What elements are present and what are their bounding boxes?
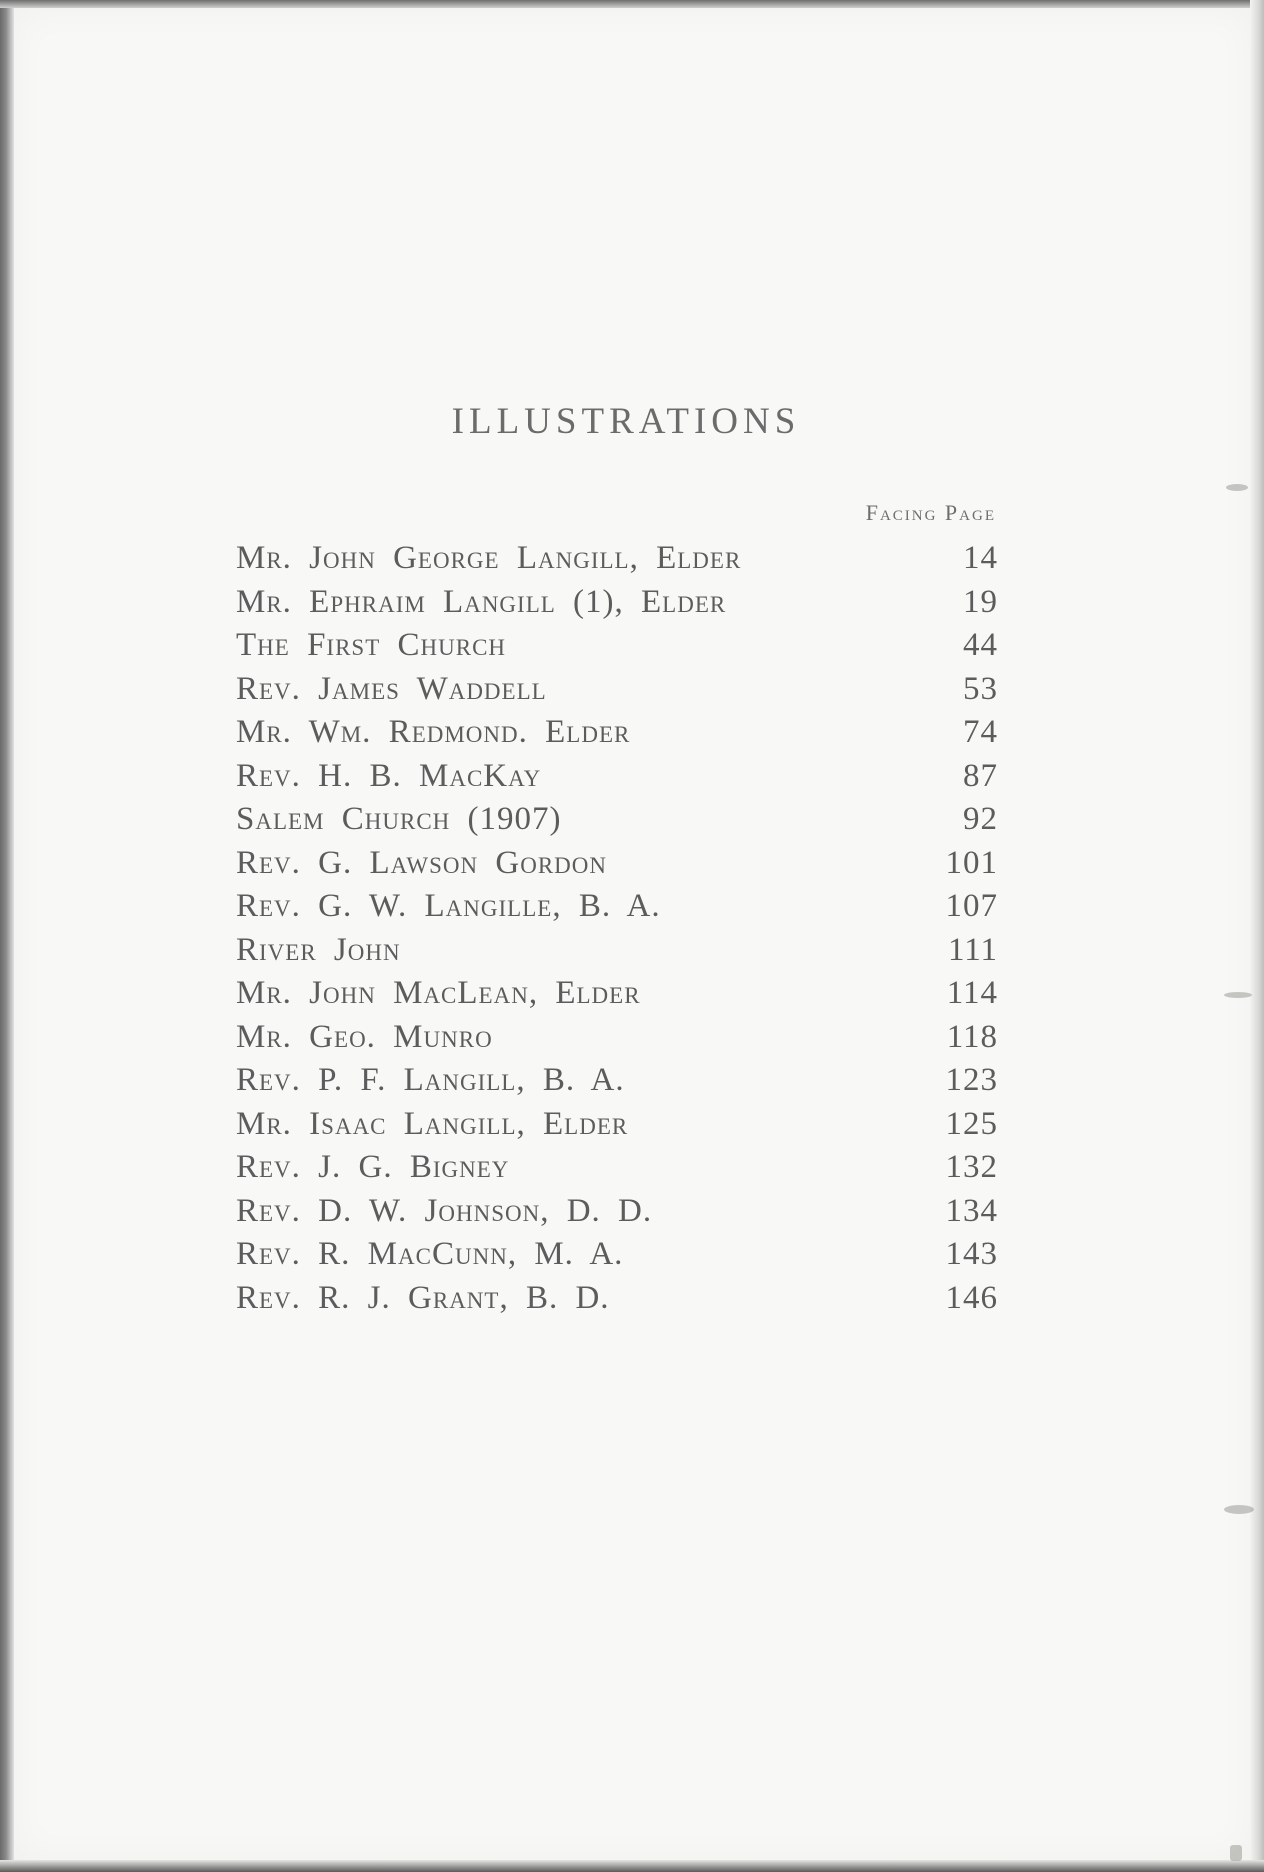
- scan-bottom-edge: [0, 1860, 1264, 1872]
- list-item: [236, 975, 998, 1019]
- paper-blemish: [1224, 1505, 1254, 1514]
- illustration-title: Rev. R. MacCunn, M. A.: [236, 1236, 624, 1272]
- list-item: [236, 1106, 998, 1150]
- list-item: [236, 932, 998, 976]
- paper-blemish: [1224, 992, 1252, 998]
- illustration-title: Rev. J. G. Bigney: [236, 1149, 510, 1185]
- scan-top-edge: [0, 0, 1264, 8]
- list-item: [236, 540, 998, 584]
- page-number: 114: [946, 975, 998, 1011]
- page-title: ILLUSTRATIONS: [451, 401, 801, 442]
- illustration-title: Rev. G. W. Langille, B. A.: [236, 888, 661, 924]
- illustration-title: Mr. Isaac Langill, Elder: [236, 1105, 629, 1142]
- illustration-title: Mr. Ephraim Langill (1), Elder: [236, 583, 727, 620]
- illustration-title: Rev. R. J. Grant, B. D.: [236, 1279, 610, 1316]
- illustration-title: Mr. John MacLean, Elder: [236, 975, 641, 1011]
- page-number: 143: [945, 1236, 998, 1272]
- page-number: 146: [945, 1279, 998, 1316]
- illustration-title: Mr. Wm. Redmond. Elder: [236, 714, 631, 750]
- page-number: 74: [963, 714, 998, 750]
- list-item: [236, 1193, 998, 1237]
- page-number: 19: [963, 583, 998, 620]
- page-number: 123: [945, 1062, 998, 1098]
- list-item: [236, 714, 998, 758]
- illustration-title: Rev. James Waddell: [236, 670, 547, 707]
- illustration-title: Rev. G. Lawson Gordon: [236, 844, 608, 881]
- page-number: 44: [963, 627, 998, 663]
- page-number: 111: [947, 931, 998, 968]
- list-item: [236, 1149, 998, 1193]
- list-item: [236, 1236, 998, 1280]
- illustration-title: Rev. H. B. MacKay: [236, 757, 542, 794]
- illustration-title: Mr. Geo. Munro: [236, 1018, 493, 1055]
- list-item: [236, 1062, 998, 1106]
- list-item: [236, 1019, 998, 1063]
- page-number: 132: [945, 1149, 998, 1185]
- illustration-title: Rev. D. W. Johnson, D. D.: [236, 1192, 653, 1229]
- illustration-title: Mr. John George Langill, Elder: [236, 540, 742, 576]
- list-item: [236, 671, 998, 715]
- page-number: 118: [946, 1018, 998, 1055]
- list-item: [236, 845, 998, 889]
- list-item: [236, 1280, 998, 1324]
- paper-blemish: [1230, 1845, 1242, 1861]
- list-item: [236, 584, 998, 628]
- page-number: 92: [963, 801, 998, 837]
- paper-blemish: [1226, 484, 1248, 491]
- illustration-title: The First Church: [236, 627, 507, 663]
- page-number: 87: [963, 757, 998, 794]
- illustration-title: Rev. P. F. Langill, B. A.: [236, 1062, 625, 1098]
- illustrations-list: [236, 540, 998, 1323]
- column-header-facing-page: Facing Page: [865, 500, 996, 525]
- illustration-title: Salem Church (1907): [236, 801, 562, 837]
- page-number: 107: [945, 888, 998, 924]
- page-number: 53: [963, 670, 998, 707]
- list-item: [236, 758, 998, 802]
- scan-right-edge: [1250, 0, 1264, 1872]
- list-item: [236, 801, 998, 845]
- page-number: 134: [945, 1192, 998, 1229]
- list-item: [236, 627, 998, 671]
- page-number: 14: [963, 540, 998, 576]
- page-number: 101: [945, 844, 998, 881]
- page-number: 125: [945, 1105, 998, 1142]
- illustration-title: River John: [236, 931, 401, 968]
- list-item: [236, 888, 998, 932]
